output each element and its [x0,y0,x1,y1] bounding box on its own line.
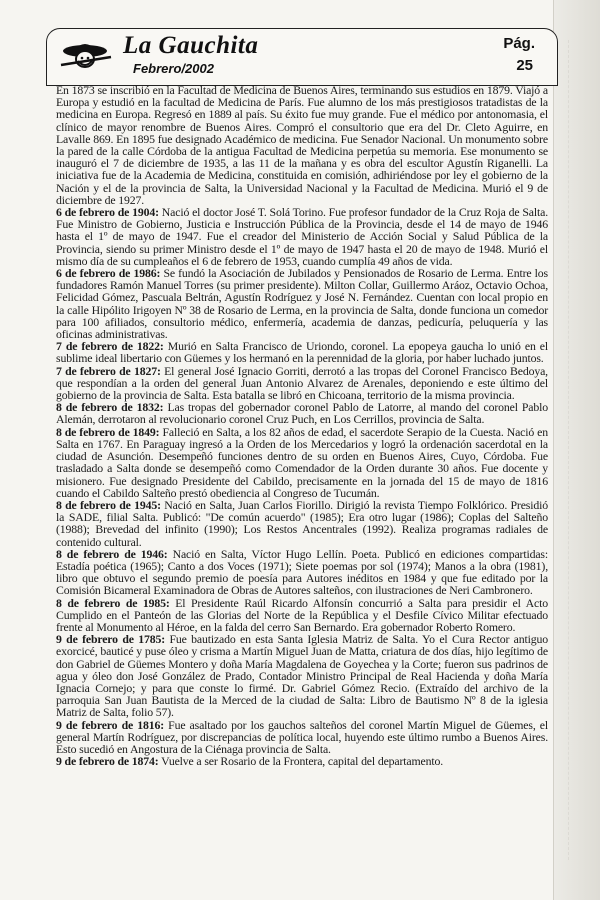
entry-date: 9 de febrero de 1785: [56,632,166,647]
entry-text: Nació en Salta, Víctor Hugo Lellín. Poeta. Publicó en ediciones compartidas: Estadía poética (1965); Canto a dos Voces (1971); Siete poemas por sol (1974); Manos a la obra (1981), libro que obtuvo el segundo premio de poesía para Autores inéditos en 1984 y que fue editado por la Comisión Bicameral Examinadora de Obras de Autores salteños, con ilustraciones de Neri Cambronero. [56,546,548,598]
entry-date: 9 de febrero de 1816: [56,717,164,732]
entry-1904-02-06 [56,206,548,267]
publication-title: La Gauchita [123,32,259,59]
article-body [56,84,548,767]
entry-date: 6 de febrero de 1986: [56,266,161,281]
page-label: Pág. [503,35,535,52]
entry-1849-02-08 [56,426,548,499]
issue-date: Febrero/2002 [133,61,214,76]
gaucho-logo-icon [59,39,113,73]
entry-date: 8 de febrero de 1985: [56,595,170,610]
entry-1816-02-09 [56,719,548,756]
entry-1946-02-08 [56,548,548,597]
entry-1985-02-08 [56,597,548,634]
entry-1832-02-08 [56,401,548,425]
entry-continuation: En 1873 se inscribió en la Facultad de Medicina de Buenos Aires, terminando sus estudios en 1879. Viajó a Europa y estudió en la facultad de Medicina de París. Fue alumno de los más prestigiosos tratadistas de la medicina en Europa. Regresó en 1889 al país. Su éxito fue muy grande. Fue el médico por antonomasia, el clínico de mayor renombre de Buenos Aires. Compró el consultorio que era del Dr. Cleto Aguirre, en Lavalle 869. En 1895 fue designado Académico de medicina. Fue Senador Nacional. Un monumento sobre la pared de la calle Córdoba de la antigua Facultad de Medicina perpetúa su memoria. Ese monumento se inauguró el 7 de diciembre de 1935, a las 11 de la mañana y es obra del escultor Agustín Riganelli. La iniciativa fue de la Academia de Medicina, constituida en comisión, adhiriéndose por ley el gobierno de la Nación y el de la provincia de Salta, la Universidad Nacional y la Facultad de Medicina. Murió el 9 de diciembre de 1927. [56,83,548,207]
entry-text: El general José Ignacio Gorriti, derrotó a las tropas del Coronel Francisco Bedoya, que respondían a la orden del general Juan Antonio Alvarez de Arenales, deponiendo e este último del gobierno de la provincia de Salta. Esta batalla se libró en Chicoana, territorio de la misma provincia. [56,363,548,403]
entry-text: Nació en Salta, Juan Carlos Fiorillo. Dirigió la revista Tiempo Folklórico. Presidió la SADE, filial Salta. Publicó: "De común acuerdo" (1985); Era otro lugar (1986); Coplas del Salteño (1988); Brevedad del infinito (1990); Los Restos Ancentrales (1992). Realiza programas radiales de contenido cultural. [56,497,548,549]
entry-1822-02-07 [56,340,548,364]
page-header [46,28,558,86]
adjacent-page-edge [553,0,600,900]
entry-date: 8 de febrero de 1945: [56,497,161,512]
entry-1827-02-07 [56,365,548,402]
entry-text: Se fundó la Asociación de Jubilados y Pensionados de Rosario de Lerma. Entre los fundadores Ramón Manuel Torres (su primer presidente). Milton Collar, Guillermo Aráoz, Octavio Ochoa, Felicidad Gómez, Pascuala Beltrán, Agustín Rodríguez y José N. Fernández. Cuentan con local propio en la calle Hipólito Irigoyen Nº 38 de Rosario de Lerma, en la provincia de Salta, donde funciona un comedor para 100 afiliados, consultorio médico, enfermería, academia de danzas, pedicuría, peluquería y las oficinas administrativas. [56,266,548,342]
page-number: 25 [516,57,533,74]
entry-text: Nació el doctor José T. Solá Torino. Fue profesor fundador de la Cruz Roja de Salta. Fue Ministro de Gobierno, Justicia e Instrucción Pública de la Provincia, desde el 14 de mayo de 1946 hasta el 1º de mayo de 1947. Fue el creador del Ministerio de Acción Social y Salud Pública de la Provincia, siendo su primer Ministro desde el 1º de mayo de 1947 hasta el 20 de mayo de 1948. Murió el mismo día de su cumpleaños el 6 de febrero de 1953, cuando cumplía 49 años de vida. [56,205,548,268]
entry-text: Vuelve a ser Rosario de la Frontera, capital del departamento. [161,754,444,769]
entry-text: Fue bautizado en esta Santa Iglesia Matriz de Salta. Yo el Cura Rector antiguo exorcicé, bauticé y puse óleo y crisma a Martín Miguel Juan de Matta, criatura de dos días, hijo legítimo de don Gabriel de Güemes Montero y doña María Magdalena de Goyechea y la Corte; fueron sus padrinos de agua y óleo don José González de Prado, Contador Ministro Principal de Real Hacienda y doña María Ignacia Cornejo; y para que conste lo firmé. Dr. Gabriel Gómez Recio. (Extraído del archivo de la parroquia San Juan Bautista de la Merced de la ciudad de Salta: Libro de Bautismo Nº 8 de la iglesia Matriz de Salta, folio 57). [56,632,548,720]
entry-1986-02-06 [56,267,548,340]
entry-text: El Presidente Raúl Ricardo Alfonsín concurrió a Salta para presidir el Acto Cumplido en el Panteón de las Glorias del Norte de la República y el Desfile Cívico Militar efectuado frente al Monumento al Héroe, en la falda del cerro San Bernardo. Era gobernador Roberto Romero. [56,595,548,634]
entry-1945-02-08 [56,499,548,548]
entry-1874-02-09 [56,755,548,767]
entry-text: Falleció en Salta, a los 82 años de edad, el sacerdote Serapio de la Cuesta. Nació en Salta en 1767. En Paraguay ingresó a la Orden de los Mercedarios y logró la ordenación sacerdotal en la ciudad de Asunción. Desempeñó funciones dentro de su orden en Buenos Aires, Cuyo, Córdoba. Fue trasladado a Salta donde se desempeñó como Comendador de la Orden durante 30 años. Fue docente y misionero. Fue designado Presidente del Cabildo, precisamente en la jornada del 15 de mayo de 1816 cuando el Cabildo Salteño prestó obediencia al Congreso de Tucumán. [56,424,548,500]
entry-text: Fue asaltado por los gauchos salteños del coronel Martín Miguel de Güemes, el general Martín Rodríguez, por discrepancias de política local, huyendo este último rumbo a Buenos Aires. Esto sucedió en Angostura de la Ciénaga provincia de Salta. [56,717,548,756]
entry-date: 7 de febrero de 1822: [56,339,164,354]
entry-date: 8 de febrero de 1832: [56,400,164,415]
entry-text: Murió en Salta Francisco de Uriondo, coronel. La epopeya gaucha lo unió en el sublime ideal libertario con Güemes y los hermanó en la perennidad de la gloria, por haber luchado juntos. [56,339,548,366]
entry-date: 7 de febrero de 1827: [56,363,161,378]
entry-1785-02-09 [56,633,548,718]
entry-text: Las tropas del gobernador coronel Pablo de Latorre, al mando del coronel Pablo Alemán, derrotaron al revolucionario coronel Cruz Puch, en Los Cerrillos, provincia de Salta. [56,400,548,427]
entry-date: 8 de febrero de 1849: [56,424,160,439]
entry-date: 8 de febrero de 1946: [56,546,168,561]
entry-date: 6 de febrero de 1904: [56,205,159,220]
entry-date: 9 de febrero de 1874: [56,754,159,769]
